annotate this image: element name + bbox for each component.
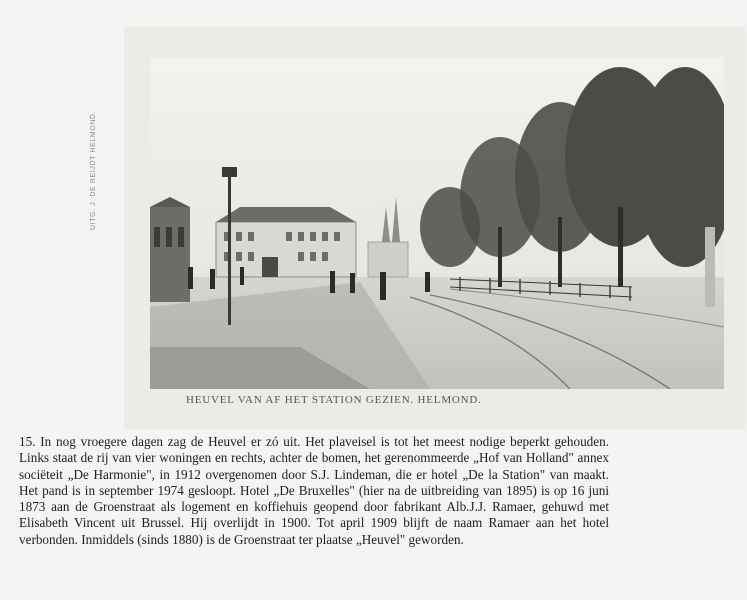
article-text: In nog vroegere dagen zag de Heuvel er zó uit. Het plaveisel is tot het meest nodige beperkt gehouden. Links staat de rij van vier woningen en rechts, achter de bomen, het gerenommeerde „Hof van Holland" annex sociëteit „De Harmonie", in 1912 overgenomen door S.J. Lindeman, die er hotel „De la Station" van maakt. Het pand is in september 1974 gesloopt. Hotel „De Bruxelles" (hier na de uitbreiding van 1895) is op 16 juni 1873 aan de Groenstraat als logement en koffiehuis geopend door fabrikant Alb.J.J. Ramaer, gehuwd met Elisabeth Vincent uit Brussel. Hij overlijdt in 1900. Tot april 1909 blijft de naam Ramaer aan het hotel verbonden. Inmiddels (sinds 1880) is de Groenstraat ter plaatse „Heuvel" geworden.	[19, 434, 610, 547]
publisher-credit: UITG. J. DE REIJDT HELMOND.	[90, 110, 97, 230]
article-paragraph	[19, 434, 609, 548]
historic-photograph	[150, 57, 724, 389]
article-number: 15.	[19, 434, 36, 449]
article-caption	[19, 434, 609, 548]
photo-caption: HEUVEL VAN AF HET STATION GEZIEN. HELMOND.	[186, 394, 482, 406]
